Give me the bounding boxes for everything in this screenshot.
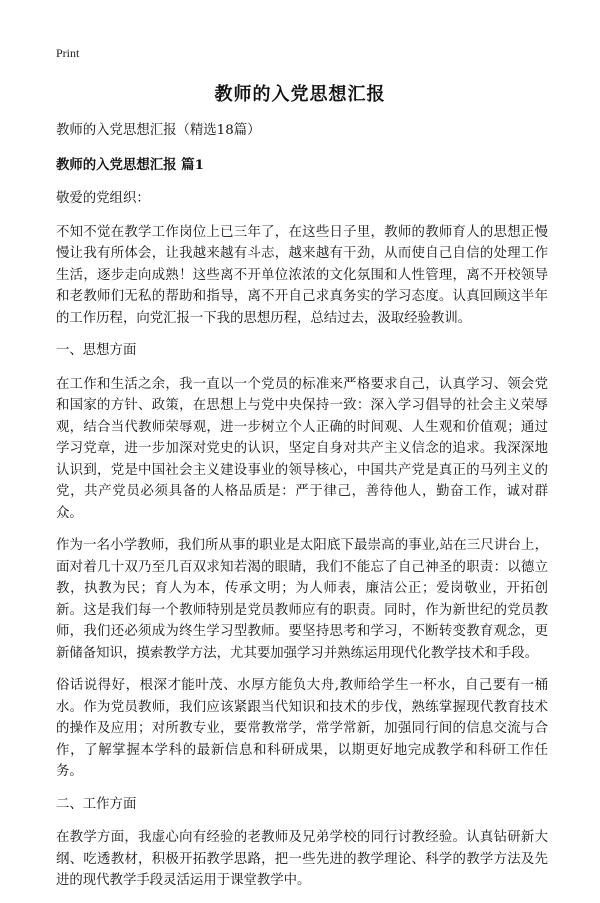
paragraph-teacher-duty: 作为一名小学教师，我们所从事的职业是太阳底下最崇高的事业,站在三尺讲台上，面对着几十双乃至几百双求知若渴的眼睛，我们不能忘了自己神圣的职责：以德立教，执教为民；育人为本，传承文明；为人师表，廉洁公正；爱岗敬业，开拓创新。这是我们每一个教师特别是党员教师应有的职责。同时，作为新世纪的党员教师，我们还必须成为终生学习型教师。要坚持思考和学习，不断转变教育观念，更新储备知识，摸索教学方法，尤其要加强学习并熟练运用现代化教学技术和手段。: [56, 538, 548, 661]
print-link[interactable]: Print: [56, 46, 80, 60]
greeting: 敬爱的党组织：: [56, 191, 150, 206]
section-title: 教师的入党思想汇报 篇1: [56, 156, 204, 173]
heading-thought: 一、思想方面: [56, 343, 137, 358]
paragraph-intro: 不知不觉在教学工作岗位上已三年了，在这些日子里，教师的教师育人的思想正慢慢让我有所体会，让我越来越有斗志，越来越有干劲，从而使自己自信的处理工作生活，逐步走向成熟！这些离不开单位浓浓的文化氛围和人性管理，离不开校领导和老教师们无私的帮助和指导，离不开自己求真务实的学习态度。认真回顾这半年的工作历程，向党汇报一下我的思想历程，总结过去，汲取经验教训。: [56, 224, 548, 326]
page-title: 教师的入党思想汇报: [214, 84, 386, 105]
paragraph-learning: 俗话说得好，根深才能叶茂、水厚方能负大舟,教师给学生一杯水，自己要有一桶水。作为党员教师，我们应该紧跟当代知识和技术的步伐，熟练掌握现代教育技术的操作及应用；对所教专业，要常教常学，常学常新，加强同行间的信息交流与合作，了解掌握本学科的最新信息和科研成果，以期更好地完成教学和科研工作任务。: [56, 678, 548, 779]
heading-work: 二、工作方面: [56, 796, 137, 812]
document-body: [56, 120, 548, 903]
paragraph-work: 在教学方面，我虚心向有经验的老教师及兄弟学校的同行讨教经验。认真钻研新大纲、吃透教材，积极开拓教学思路，把一些先进的教学理论、科学的教学方法及先进的现代教学手段灵活运用于课堂教学中。: [56, 830, 548, 888]
paragraph-thought: 在工作和生活之余，我一直以一个党员的标准来严格要求自己，认真学习、领会党和国家的方针、政策，在思想上与党中央保持一致：深入学习倡导的社会主义荣辱观，结合当代教师荣辱观，进一步树立个人正确的时间观、人生观和价值观；通过学习党章，进一步加深对党史的认识，坚定自身对共产主义信念的追求。我深深地认识到，党是中国社会主义建设事业的领导核心，中国共产党是真正的马列主义的党，共产党员必须具备的人格品质是：严于律己，善待他人，勤奋工作，诚对群众。: [56, 376, 548, 521]
document-subtitle: 教师的入党思想汇报（精选18篇）: [56, 123, 261, 138]
